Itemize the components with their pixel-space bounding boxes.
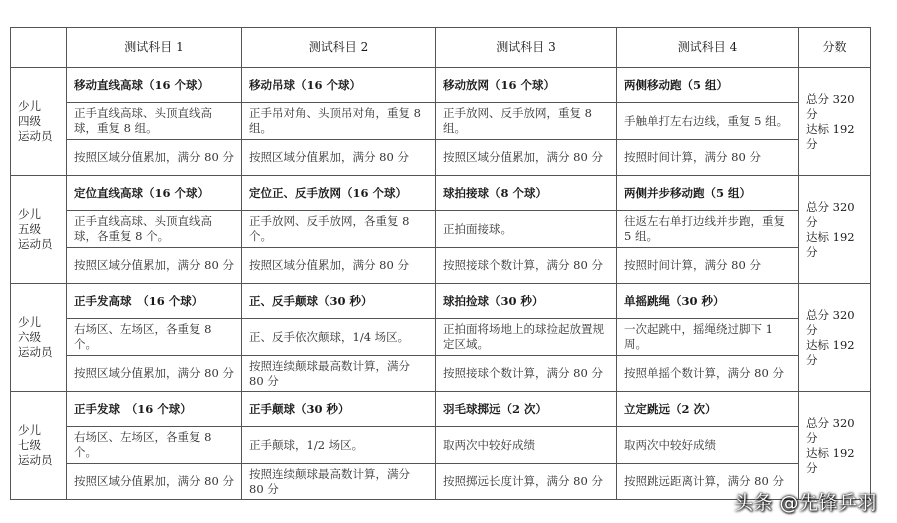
table-row bbox=[11, 103, 871, 140]
test-item-desc: 正、反手依次颠球，1/4 场区。 bbox=[242, 319, 436, 356]
test-item-name: 羽毛球掷远（2 次） bbox=[436, 392, 617, 427]
score-pass: 达标 192 分 bbox=[806, 337, 855, 367]
level-text: 少儿 bbox=[18, 207, 41, 221]
test-item-desc: 取两次中较好成绩 bbox=[617, 427, 799, 464]
level-cell bbox=[11, 392, 67, 500]
table-row bbox=[11, 284, 871, 319]
test-item-rule: 按照跳远距离计算，满分 80 分 bbox=[617, 464, 799, 500]
score-pass: 达标 192 分 bbox=[806, 445, 855, 475]
score-cell bbox=[799, 392, 871, 500]
test-item-name: 两侧移动跑（5 组） bbox=[617, 68, 799, 103]
test-item-name: 正手颠球（30 秒） bbox=[242, 392, 436, 427]
test-item-desc: 一次起跳中，摇绳绕过脚下 1 周。 bbox=[617, 319, 799, 356]
test-item-rule: 按照区域分值累加，满分 80 分 bbox=[242, 140, 436, 176]
header-subject-2: 测试科目 2 bbox=[242, 28, 436, 68]
score-cell bbox=[799, 68, 871, 176]
score-total: 总分 320 分 bbox=[806, 415, 855, 445]
test-item-rule: 按照时间计算，满分 80 分 bbox=[617, 248, 799, 284]
test-item-desc: 正手颠球，1/2 场区。 bbox=[242, 427, 436, 464]
test-item-name: 定位正、反手放网（16 个球） bbox=[242, 176, 436, 211]
table-row bbox=[11, 356, 871, 392]
test-item-desc: 正手直线高球、头顶直线高球，各重复 8 个。 bbox=[67, 211, 242, 248]
level-text: 少儿 bbox=[18, 423, 41, 437]
header-row bbox=[11, 28, 871, 68]
test-item-rule: 按照时间计算，满分 80 分 bbox=[617, 140, 799, 176]
test-item-name: 移动直线高球（16 个球） bbox=[67, 68, 242, 103]
score-total: 总分 320 分 bbox=[806, 307, 855, 337]
score-total: 总分 320 分 bbox=[806, 199, 855, 229]
level-text: 运动员 bbox=[18, 129, 53, 143]
level-text: 少儿 bbox=[18, 315, 41, 329]
test-item-rule: 按照掷远长度计算，满分 80 分 bbox=[436, 464, 617, 500]
header-subject-3: 测试科目 3 bbox=[436, 28, 617, 68]
table-row bbox=[11, 319, 871, 356]
test-item-desc: 正手放网、反手放网，各重复 8 个。 bbox=[242, 211, 436, 248]
table-row bbox=[11, 392, 871, 427]
test-subjects-table bbox=[10, 27, 871, 500]
score-cell bbox=[799, 176, 871, 284]
test-item-name: 正、反手颠球（30 秒） bbox=[242, 284, 436, 319]
table-row bbox=[11, 140, 871, 176]
test-item-desc: 正拍面将场地上的球捡起放置规定区域。 bbox=[436, 319, 617, 356]
test-item-desc: 右场区、左场区，各重复 8 个。 bbox=[67, 319, 242, 356]
level-cell bbox=[11, 284, 67, 392]
header-blank bbox=[11, 28, 67, 68]
score-pass: 达标 192 分 bbox=[806, 121, 855, 151]
test-item-rule: 按照区域分值累加，满分 80 分 bbox=[242, 248, 436, 284]
level-text: 四级 bbox=[18, 114, 41, 128]
test-item-desc: 正拍面接球。 bbox=[436, 211, 617, 248]
header-subject-1: 测试科目 1 bbox=[67, 28, 242, 68]
level-text: 运动员 bbox=[18, 237, 53, 251]
test-item-desc: 取两次中较好成绩 bbox=[436, 427, 617, 464]
test-item-name: 正手发高球 （16 个球） bbox=[67, 284, 242, 319]
level-text: 五级 bbox=[18, 222, 41, 236]
score-pass: 达标 192 分 bbox=[806, 229, 855, 259]
level-text: 少儿 bbox=[18, 99, 41, 113]
test-item-rule: 按照区域分值累加，满分 80 分 bbox=[67, 140, 242, 176]
level-cell bbox=[11, 68, 67, 176]
test-item-name: 单摇跳绳（30 秒） bbox=[617, 284, 799, 319]
test-item-rule: 按照区域分值累加，满分 80 分 bbox=[67, 248, 242, 284]
test-item-name: 定位直线高球（16 个球） bbox=[67, 176, 242, 211]
test-item-name: 球拍接球（8 个球） bbox=[436, 176, 617, 211]
test-item-desc: 正手直线高球、头顶直线高球，重复 8 组。 bbox=[67, 103, 242, 140]
test-item-rule: 按照区域分值累加，满分 80 分 bbox=[67, 356, 242, 392]
table-row bbox=[11, 427, 871, 464]
test-item-desc: 往返左右单打边线并步跑，重复 5 组。 bbox=[617, 211, 799, 248]
test-item-rule: 按照区域分值累加，满分 80 分 bbox=[436, 140, 617, 176]
score-total: 总分 320 分 bbox=[806, 91, 855, 121]
test-item-rule: 按照接球个数计算，满分 80 分 bbox=[436, 356, 617, 392]
header-subject-4: 测试科目 4 bbox=[617, 28, 799, 68]
table-row bbox=[11, 248, 871, 284]
test-item-desc: 右场区、左场区，各重复 8 个。 bbox=[67, 427, 242, 464]
test-item-rule: 按照连续颠球最高数计算，满分 80 分 bbox=[242, 356, 436, 392]
source-watermark: 头条 @先锋乒羽 bbox=[733, 492, 877, 514]
test-item-rule: 按照单摇个数计算，满分 80 分 bbox=[617, 356, 799, 392]
level-text: 七级 bbox=[18, 438, 41, 452]
test-item-name: 正手发球 （16 个球） bbox=[67, 392, 242, 427]
test-item-name: 两侧并步移动跑（5 组） bbox=[617, 176, 799, 211]
table-row bbox=[11, 176, 871, 211]
test-item-rule: 按照连续颠球最高数计算，满分 80 分 bbox=[242, 464, 436, 500]
score-cell bbox=[799, 284, 871, 392]
table-row bbox=[11, 211, 871, 248]
test-item-name: 球拍捡球（30 秒） bbox=[436, 284, 617, 319]
test-item-desc: 手触单打左右边线，重复 5 组。 bbox=[617, 103, 799, 140]
level-text: 运动员 bbox=[18, 453, 53, 467]
level-text: 六级 bbox=[18, 330, 41, 344]
test-item-name: 立定跳远（2 次） bbox=[617, 392, 799, 427]
test-item-name: 移动放网（16 个球） bbox=[436, 68, 617, 103]
test-item-desc: 正手放网、反手放网，重复 8 组。 bbox=[436, 103, 617, 140]
test-item-rule: 按照接球个数计算，满分 80 分 bbox=[436, 248, 617, 284]
header-score: 分数 bbox=[799, 28, 871, 68]
level-cell bbox=[11, 176, 67, 284]
test-item-rule: 按照区域分值累加，满分 80 分 bbox=[67, 464, 242, 500]
level-text: 运动员 bbox=[18, 345, 53, 359]
test-item-desc: 正手吊对角、头顶吊对角，重复 8 组。 bbox=[242, 103, 436, 140]
table-row bbox=[11, 68, 871, 103]
test-item-name: 移动吊球（16 个球） bbox=[242, 68, 436, 103]
